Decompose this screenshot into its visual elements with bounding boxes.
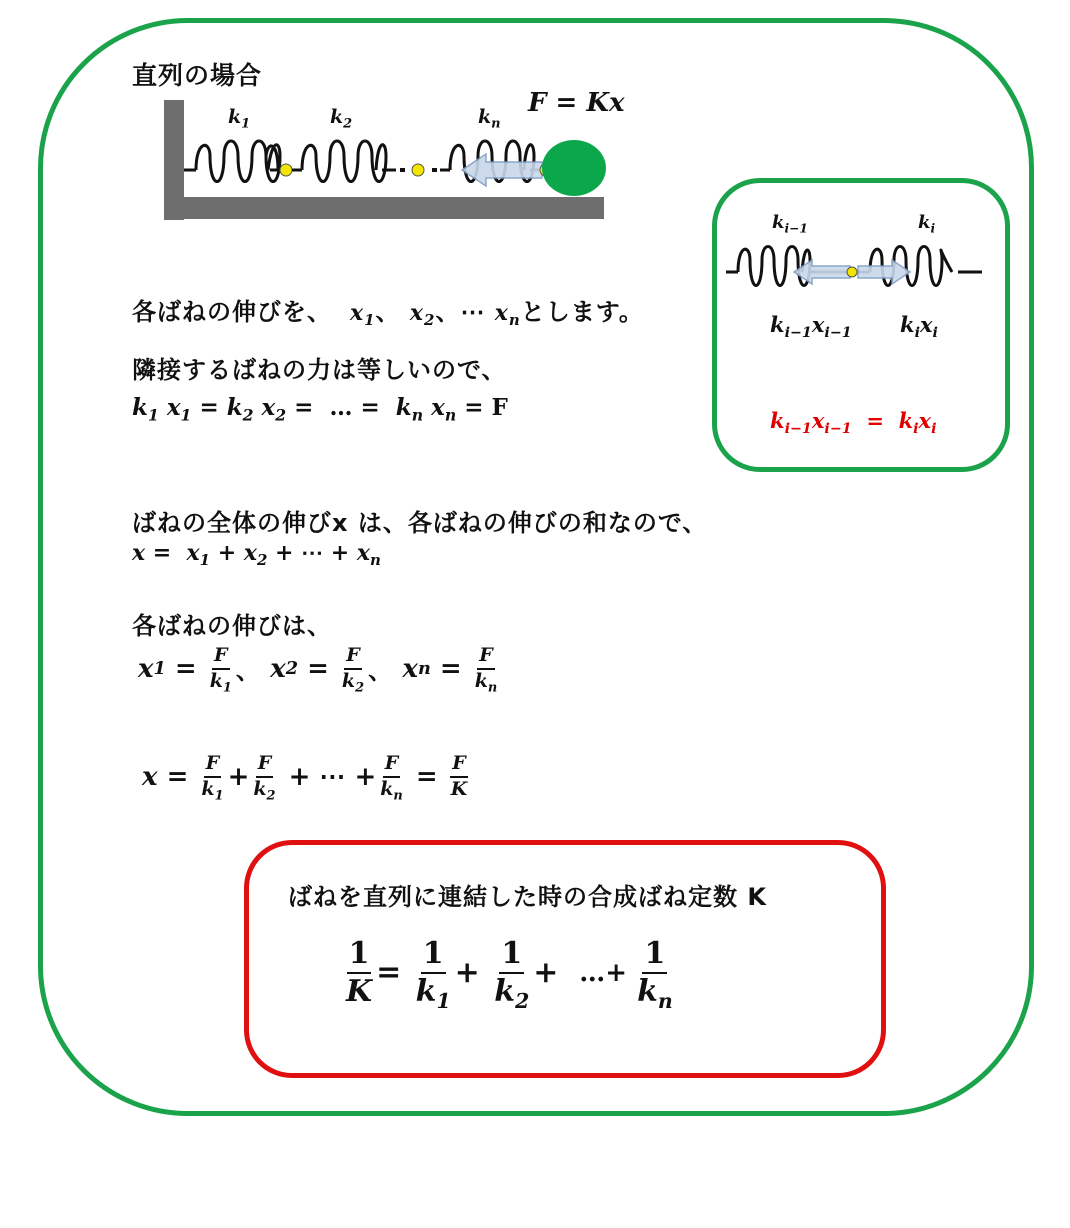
inset-spring-pair [724,232,994,312]
inset-label-right: $k_i$ [918,212,936,236]
inset-label-left: $k_{i-1}$ [772,212,808,236]
text-line-2: 隣接するばねの力は等しいので、 [132,356,507,384]
equality-chain: $k_1$ $x_1 = k_2$ $x_2$ = … = $k_n$ $x_n = F$ [132,394,508,425]
spring-label-k1: $k_1$ [228,106,251,132]
joint-1 [280,164,292,176]
spring-label-k2: $k_2$ [330,106,353,132]
inset-joint [847,267,857,277]
mass-ball [542,140,606,196]
inset-force-right: $k_ix_i$ [900,312,938,341]
text-line-6: 各ばねの伸びは、 [132,612,332,640]
formula-f-kx: F = Kx [528,88,625,118]
total-extension: x = $\frac{F}{k_1}$ + $\frac{F}{k_2}$ + ⋯ + $\frac{F}{k_n}$ = $\frac{F}{K}$ [142,752,468,804]
section-heading: 直列の場合 [132,61,263,90]
result-formula: $\frac{1}{K}$ = $\frac{1}{k_1}$ + $\frac{1}{k_2}$ + …+ $\frac{1}{k_n}$ [346,936,673,1013]
spring-1 [184,141,286,182]
spring-label-kn: $k_n$ [478,106,501,132]
result-title: ばねを直列に連結した時の合成ばね定数 K [288,883,767,911]
sum-equation: $x = x_1 + x_2$ + ⋯ + $x_n$ [132,540,381,570]
text-line-4: ばねの全体の伸びx は、各ばねの伸びの和なので、 [132,509,708,537]
inset-force-left: $k_{i-1}x_{i-1}$ [770,312,852,341]
ground [164,197,604,219]
inset-equation: $k_{i-1}x_{i-1} = k_ix_i$ [770,408,937,437]
joint-n [412,164,424,176]
text-line-1: 各ばねの伸びを、 $x_1$、 $x_2$、⋯ $x_n$とします。 [132,297,644,330]
spring-2 [292,141,396,182]
individual-extensions: x 1 = $\frac{F}{k_1}$ 、 x 2 = $\frac{F}{k_2}$ 、 x n = $\frac{F}{k_n}$ [138,644,498,696]
